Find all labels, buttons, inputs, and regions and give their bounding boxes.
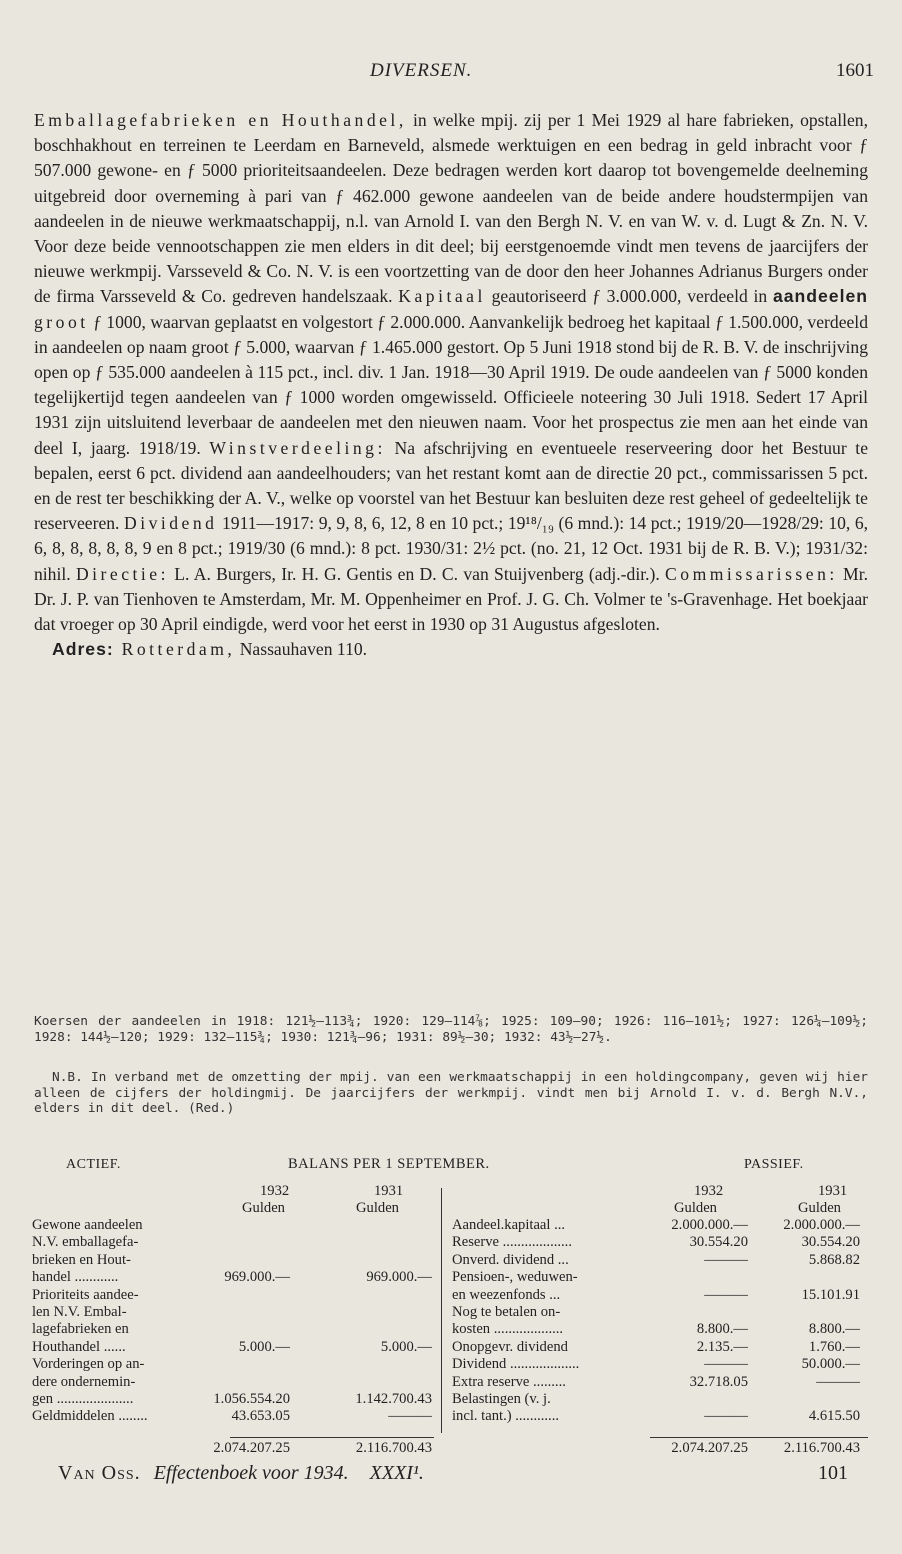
spaced-term: Kapitaal	[398, 286, 486, 307]
passief-item-label: en weezenfonds ...	[452, 1286, 561, 1303]
passief-item-label: incl. tant.) ............	[452, 1408, 560, 1425]
footer-author: Van Oss.	[58, 1462, 141, 1484]
passief-year-1932: 1932	[694, 1183, 724, 1199]
actief-value-1932: 969.000.—	[224, 1269, 290, 1286]
actief-item-label: gen .....................	[32, 1391, 134, 1407]
footer-citation	[58, 1462, 424, 1485]
actief-value-1931: 5.000.—	[380, 1338, 432, 1355]
actief-item-label: Houthandel ......	[32, 1338, 126, 1355]
actief-total-rule	[230, 1437, 434, 1438]
text-run: 1911—1917: 9, 9, 8, 6, 12, 8 en 10 pct.; 19¹⁸/₁₉ (6 mnd.): 14 pct.; 1919/20—1928/29: 10, 6, 6, 8, 8, 8, 8, 8, 9 en 8 pct.; 1919/30 (6 mnd.): 8 pct. 1930/31: 2½ pct. (no. 21, 12 Oct. 1931 bij de R. B. V.); 1931/32: nihil.	[34, 513, 869, 584]
actief-value-1931: 1.142.700.43	[355, 1391, 432, 1407]
company-description	[34, 108, 868, 662]
address-street: Nassauhaven 110.	[235, 639, 368, 660]
spaced-term: Winstverdeeling:	[209, 437, 386, 458]
passief-item-label: Aandeel.kapitaal ...	[452, 1217, 566, 1233]
passief-value-1932: ———	[704, 1251, 748, 1268]
passief-value-1932: 2.135.—	[696, 1338, 748, 1355]
passief-value-1931: 50.000.—	[801, 1356, 860, 1373]
actief-value-1932: 5.000.—	[238, 1338, 290, 1355]
text-run: Mr. Dr. J. P. van Tienhoven te Amsterdam, Mr. M. Oppenheimer en Prof. J. G. Ch. Volmer te 's-Gravenhage. Het boekjaar dat vroeger op 30 April eindigde, werd voor het eerst in 1930 op 31 Augustus afgesloten.	[34, 563, 868, 635]
editorial-note: N.B. In verband met de omzetting der mpij. van een werkmaatschappij in een holdingcompany, geven wij hier alleen de cijfers der holdingmij. De jaarcijfers der werkmpij. vindt men bij Arnold I. v. d. Bergh N.V., elders in dit deel. (Red.)	[34, 1070, 868, 1116]
actief-year-1932: 1932	[260, 1183, 290, 1199]
text-run: Na afschrijving en eventueele reserveering door het Bestuur te bepalen, eerst 6 pct. dividend aan aandeelhouders; van het restant komt aan de directie 20 pct., commissarissen 5 pct. en de rest ter beschikking der A. V., welke op voorstel van het Bestuur kan besluiten deze rest geheel of gedeeltelijk te reserveeren.	[34, 437, 868, 534]
passief-item-label: Pensioen-, weduwen-	[452, 1269, 578, 1286]
passief-value-1932: ———	[704, 1408, 748, 1425]
passief-year-1931: 1931	[818, 1183, 848, 1199]
passief-item-label: kosten ...................	[452, 1321, 564, 1338]
actief-value-1931: ———	[388, 1408, 432, 1425]
text-run: L. A. Burgers, Ir. H. G. Gentis en D. C. van Stuijvenberg (adj.-dir.).	[169, 563, 666, 584]
passief-total-1931: 2.116.700.43	[783, 1440, 860, 1456]
passief-value-1932: 32.718.05	[689, 1373, 748, 1390]
text-run: in welke mpij. zij per 1 Mei 1929 al hare fabrieken, opstallen, boschhakhout en terreinen te Leerdam en Barneveld, alsmede werktuigen en een bedrag in geld inbracht voor ƒ 507.000 gewone- en ƒ 5000 prioriteitsaandeelen. Deze bedragen werden kort daarop tot bovengemelde deelneming uitgebreid door overneming à pari van ƒ 462.000 gewone aandeelen van de beide andere houdstermpijen van aandeelen in de nieuwe werkmaatschappij, n.l. van Arnold I. van den Bergh N. V. en van W. v. d. Lugt & Zn. N. V. Voor deze beide vennootschappen zie men elders in dit deel; bij eerstgenoemde vindt men tevens de jaarcijfers der nieuwe werkmpij. Varsseveld & Co. N. V. is een voortzetting van de door den heer Johannes Adrianus Burgers onder de firma Varsseveld & Co. gedreven handelszaak.	[34, 110, 868, 307]
actief-value-1932: 1.056.554.20	[213, 1391, 290, 1407]
address-label: Adres:	[52, 639, 114, 660]
footer-volume: XXXI¹.	[369, 1462, 424, 1484]
actief-item-label: Vorderingen op an-	[32, 1356, 145, 1373]
actief-item-label: handel ............	[32, 1269, 119, 1286]
passief-value-1932: 30.554.20	[689, 1234, 748, 1251]
actief-value-1932: 43.653.05	[231, 1408, 290, 1425]
passief-value-1931: 8.800.—	[808, 1321, 860, 1338]
page-header	[0, 60, 902, 90]
passief-label: PASSIEF.	[744, 1157, 804, 1172]
paragraph	[34, 108, 868, 637]
spaced-term: Emballagefabrieken en Houthandel,	[34, 110, 407, 130]
address-city: Rotterdam,	[113, 639, 236, 660]
actief-item-label: dere ondernemin-	[32, 1373, 136, 1390]
passief-total-rule	[650, 1437, 868, 1438]
text-run: ƒ 1000, waarvan geplaatst en volgestort ƒ 2.000.000. Aanvankelijk bedroeg het kapitaal ƒ 1.500.000, verdeeld in aandeelen op naam groot ƒ 5.000, waarvan ƒ 1.465.000 gestort. Op 5 Juni 1918 stond bij de R. B. V. de inschrijving open op ƒ 535.000 aandeelen à 115 pct., incl. div. 1 Jan. 1918—30 April 1919. De oude aandeelen van ƒ 5000 konden tegelijkertijd tegen aandeelen van ƒ 1000 worden omgewisseld. Officieele noteering 30 Juli 1918. Sedert 17 April 1931 zijn uitsluitend leverbaar de aandeelen met den nieuwen naam. Voor het prospectus zie men aan het einde van deel I, jaarg. 1918/19.	[34, 311, 868, 458]
spaced-term: Dividend	[123, 513, 218, 534]
passief-value-1931: 30.554.20	[801, 1234, 860, 1251]
actief-total-1931: 2.116.700.43	[355, 1440, 432, 1456]
actief-year-1931: 1931	[374, 1183, 404, 1199]
passief-item-label: Reserve ...................	[452, 1234, 572, 1251]
footer-book: Effectenboek voor 1934.	[153, 1462, 349, 1484]
spaced-term: Commissarissen:	[665, 563, 838, 584]
passief-value-1932: ———	[704, 1286, 748, 1303]
passief-value-1931: 5.868.82	[808, 1251, 860, 1268]
actief-item-label: Prioriteits aandee-	[32, 1286, 139, 1303]
actief-item-label: Gewone aandeelen	[32, 1217, 143, 1233]
passief-unit-1932: Gulden	[674, 1200, 717, 1216]
balance-sheet	[32, 1156, 872, 1466]
balance-title: BALANS PER 1 SEPTEMBER.	[288, 1156, 490, 1172]
actief-item-label: N.V. emballagefa-	[32, 1234, 139, 1251]
spaced-term: groot	[34, 311, 89, 332]
spaced-term: Directie:	[75, 563, 169, 584]
passief-item-label: Nog te betalen on-	[452, 1304, 561, 1320]
passief-item-label: Belastingen (v. j.	[452, 1391, 551, 1407]
passief-item-label: Extra reserve .........	[452, 1373, 566, 1390]
actief-label: ACTIEF.	[66, 1157, 121, 1172]
passief-item-label: Onopgevr. dividend	[452, 1338, 568, 1355]
text-run: geautoriseerd ƒ 3.000.000, verdeeld in	[485, 286, 773, 307]
passief-value-1932: 8.800.—	[696, 1321, 748, 1338]
passief-value-1931: 4.615.50	[808, 1408, 860, 1425]
actief-item-label: len N.V. Embal-	[32, 1304, 127, 1320]
passief-value-1931: 15.101.91	[801, 1286, 860, 1303]
passief-value-1931: ———	[816, 1373, 860, 1390]
passief-item-label: Dividend ...................	[452, 1356, 580, 1373]
passief-value-1932: ———	[704, 1356, 748, 1373]
bold-term: aandeelen	[772, 286, 868, 307]
actief-unit-1931: Gulden	[356, 1200, 399, 1216]
passief-value-1931: 2.000.000.—	[783, 1217, 860, 1233]
actief-unit-1932: Gulden	[242, 1200, 285, 1216]
page-footer	[34, 1462, 868, 1492]
passief-total-1932: 2.074.207.25	[671, 1440, 748, 1456]
section-title: DIVERSEN.	[370, 60, 473, 81]
passief-value-1931: 1.760.—	[808, 1338, 860, 1355]
balance-divider	[441, 1188, 442, 1433]
actief-item-label: lagefabrieken en	[32, 1321, 129, 1338]
page-number: 1601	[836, 60, 874, 81]
passief-item-label: Onverd. dividend ...	[452, 1251, 569, 1268]
actief-value-1931: 969.000.—	[366, 1269, 432, 1286]
passief-unit-1931: Gulden	[798, 1200, 841, 1216]
footer-page-number: 101	[818, 1462, 848, 1484]
actief-total-1932: 2.074.207.25	[213, 1440, 290, 1456]
actief-item-label: Geldmiddelen ........	[32, 1408, 148, 1425]
actief-item-label: brieken en Hout-	[32, 1251, 131, 1268]
address-line	[34, 637, 868, 662]
passief-value-1932: 2.000.000.—	[671, 1217, 748, 1233]
share-prices-note: Koersen der aandeelen in 1918: 121½—113¾; 1920: 129—114⅞; 1925: 109—90; 1926: 116—101½; 1927: 126¼—109½; 1928: 144½—120; 1929: 132—115¾; 1930: 121¾—96; 1931: 89½—30; 1932: 43½—27½.	[34, 1014, 868, 1045]
